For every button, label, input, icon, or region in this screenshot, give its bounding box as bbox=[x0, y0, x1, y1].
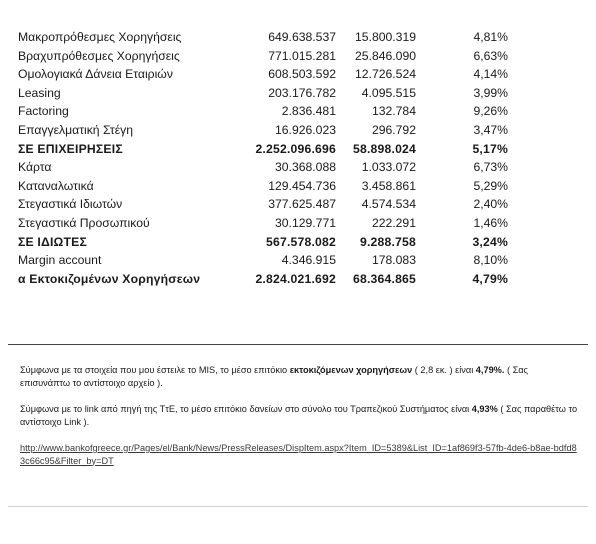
table-row bbox=[16, 251, 536, 270]
row-label: Margin account bbox=[18, 253, 102, 268]
table-row bbox=[16, 195, 536, 214]
row-value-outstanding: 30.129.771 bbox=[275, 215, 336, 230]
row-value-interest: 296.792 bbox=[371, 122, 416, 137]
row-value-interest: 25.846.090 bbox=[355, 48, 416, 63]
table-total-row bbox=[16, 140, 536, 159]
row-value-interest: 15.800.319 bbox=[355, 30, 416, 44]
note-text: ( Σας επισυνάπτω το αντίστοιχο αρχείο ). bbox=[20, 365, 528, 388]
note-text: ( Σας παραθέτω το αντίστοιχο Link ). bbox=[20, 404, 578, 427]
row-rate: 3,99% bbox=[473, 85, 508, 100]
loan-rates-table bbox=[16, 28, 536, 288]
row-label: ΣΕ ΙΔΙΩΤΕΣ bbox=[18, 234, 88, 249]
row-value-outstanding: 2.836.481 bbox=[281, 104, 336, 119]
row-value-outstanding: 567.578.082 bbox=[266, 234, 336, 249]
row-value-outstanding: 2.824.021.692 bbox=[255, 271, 336, 286]
row-value-interest: 4.574.534 bbox=[361, 197, 416, 212]
row-label: Μακροπρόθεσμες Χορηγήσεις bbox=[18, 30, 182, 44]
row-rate: 8,10% bbox=[473, 253, 508, 268]
note-paragraph-bog bbox=[20, 403, 580, 428]
row-value-interest: 178.083 bbox=[371, 253, 416, 268]
row-rate: 3,24% bbox=[472, 234, 508, 249]
row-value-interest: 222.291 bbox=[371, 215, 416, 230]
row-value-interest: 68.364.865 bbox=[353, 271, 416, 286]
note-text: Σύμφωνα με το link από πηγή της ΤτΕ, το μέσο επιτόκιο δανείων στο σύνολο του Τραπεζικού Συστήματος είναι bbox=[20, 404, 472, 414]
row-value-interest: 9.288.758 bbox=[359, 234, 416, 249]
note-emphasis: εκτοκιζόμενων χορηγήσεων bbox=[289, 365, 413, 375]
row-value-interest: 132.784 bbox=[371, 104, 416, 119]
row-label: Κάρτα bbox=[18, 160, 52, 175]
row-rate: 3,47% bbox=[473, 122, 508, 137]
row-value-outstanding: 203.176.782 bbox=[268, 85, 336, 100]
row-value-interest: 3.458.861 bbox=[361, 178, 416, 193]
row-value-interest: 1.033.072 bbox=[361, 160, 416, 175]
row-rate: 6,63% bbox=[473, 48, 508, 63]
bank-of-greece-link[interactable]: http://www.bankofgreece.gr/Pages/el/Bank/News/PressReleases/DispItem.aspx?Item_ID=5389&List_ID=1af869f3-57fb-4de6-b8ae-bdfd83c66c95&Filter_by=DT bbox=[20, 443, 577, 466]
row-value-outstanding: 30.368.088 bbox=[275, 160, 336, 175]
row-rate: 4,81% bbox=[473, 30, 508, 44]
table-row bbox=[16, 158, 536, 177]
row-label: Επαγγελματική Στέγη bbox=[18, 122, 134, 137]
row-value-interest: 58.898.024 bbox=[353, 141, 416, 156]
row-label: Ομολογιακά Δάνεια Εταιριών bbox=[18, 67, 173, 82]
row-rate: 6,73% bbox=[473, 160, 508, 175]
notes-section bbox=[20, 364, 580, 467]
row-rate: 4,14% bbox=[473, 67, 508, 82]
row-rate: 2,40% bbox=[473, 197, 508, 212]
row-rate: 1,46% bbox=[473, 215, 508, 230]
table-row bbox=[16, 102, 536, 121]
row-label: ΣΕ ΕΠΙΧΕΙΡΗΣΕΙΣ bbox=[18, 141, 123, 156]
table-row bbox=[16, 177, 536, 196]
row-value-outstanding: 2.252.096.696 bbox=[255, 141, 336, 156]
table-total-row bbox=[16, 233, 536, 252]
table-row bbox=[16, 84, 536, 103]
row-rate: 4,79% bbox=[472, 271, 508, 286]
note-rate-value: 4,93% bbox=[471, 404, 498, 414]
row-value-outstanding: 771.015.281 bbox=[268, 48, 336, 63]
row-label: Factoring bbox=[18, 104, 69, 119]
row-rate: 9,26% bbox=[473, 104, 508, 119]
table-total-row bbox=[16, 270, 536, 289]
row-rate: 5,17% bbox=[472, 141, 508, 156]
row-label: α Εκτοκιζομένων Χορηγήσεων bbox=[18, 271, 201, 286]
row-value-outstanding: 16.926.023 bbox=[275, 122, 336, 137]
row-value-outstanding: 608.503.592 bbox=[268, 67, 336, 82]
row-rate: 5,29% bbox=[473, 178, 508, 193]
row-label: Στεγαστικά Ιδιωτών bbox=[18, 197, 123, 212]
row-value-interest: 12.726.524 bbox=[355, 67, 416, 82]
section-divider bbox=[8, 344, 588, 345]
row-value-interest: 4.095.515 bbox=[361, 85, 416, 100]
row-value-outstanding: 649.638.537 bbox=[268, 30, 336, 44]
row-label: Βραχυπρόθεσμες Χορηγήσεις bbox=[18, 48, 180, 63]
note-paragraph-mis bbox=[20, 364, 580, 389]
table-row bbox=[16, 47, 536, 66]
row-label: Leasing bbox=[18, 85, 61, 100]
row-value-outstanding: 4.346.915 bbox=[281, 253, 336, 268]
note-text: Σύμφωνα με τα στοιχεία που μου έστειλε το MIS, το μέσο επιτόκιο bbox=[20, 365, 290, 375]
row-value-outstanding: 129.454.736 bbox=[268, 178, 336, 193]
note-text: ( 2,8 εκ. ) είναι bbox=[412, 365, 476, 375]
row-label: Καταναλωτικά bbox=[18, 178, 94, 193]
table-row bbox=[16, 28, 536, 47]
row-label: Στεγαστικά Προσωπικού bbox=[18, 215, 150, 230]
note-rate-value: 4,79%. bbox=[475, 365, 505, 375]
row-value-outstanding: 377.625.487 bbox=[268, 197, 336, 212]
table-row bbox=[16, 121, 536, 140]
table-row bbox=[16, 65, 536, 84]
bottom-rule bbox=[8, 506, 588, 507]
table-row bbox=[16, 214, 536, 233]
